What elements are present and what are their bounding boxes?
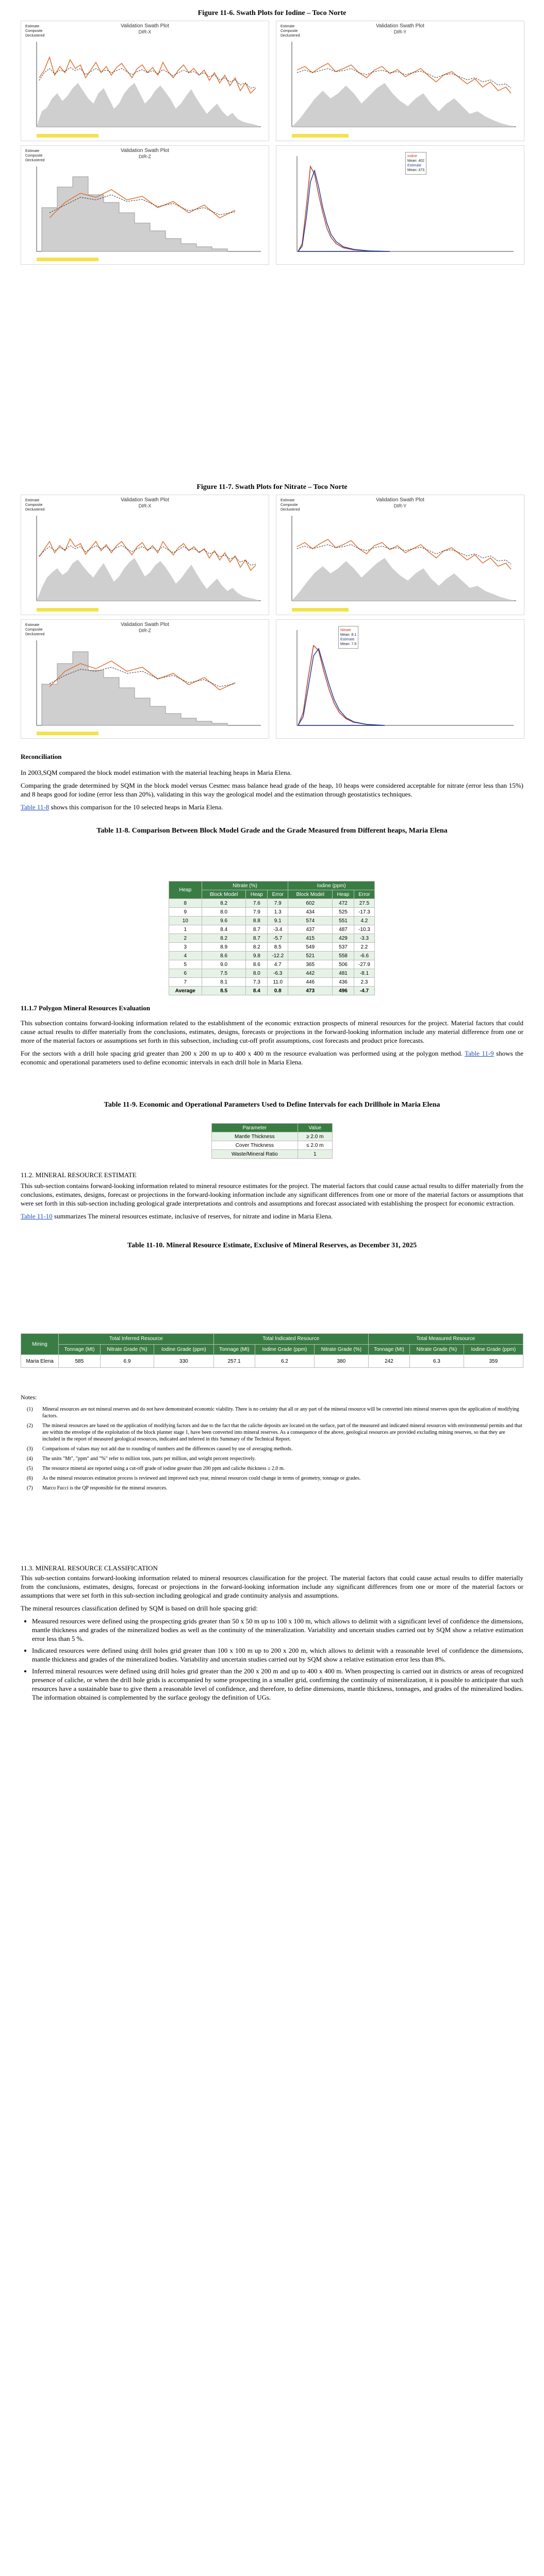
note-text: Comparisons of values may not add due to rounding of numbers and the differences caused by use of averaging methods. — [42, 1446, 293, 1452]
table-cell: 7.3 — [246, 978, 268, 987]
column-header: Nitrate Grade (%) — [100, 1344, 154, 1355]
table-cell: 1 — [169, 925, 202, 934]
table-title: Table 11-10. Mineral Resource Estimate, Exclusive of Mineral Reserves, as December 31, 2025 — [127, 1242, 417, 1249]
note-item — [27, 1406, 523, 1419]
table-cell: 257.1 — [213, 1355, 255, 1368]
table-cell: 7 — [169, 978, 202, 987]
legend-item: Mean: 402 — [407, 159, 425, 163]
table-cell: 2.3 — [354, 978, 374, 987]
legend-item: Declustered — [25, 159, 45, 162]
table-row — [169, 925, 375, 934]
section-heading: Reconciliation — [21, 753, 62, 760]
table-cell: 8.5 — [268, 943, 288, 952]
table-cell: -10.3 — [354, 925, 374, 934]
note-number: (3) — [27, 1446, 33, 1452]
swath-chart — [276, 495, 524, 615]
column-header: Parameter — [212, 1124, 298, 1132]
legend-item: Composite — [281, 29, 298, 33]
table-cell: 415 — [288, 934, 333, 943]
legend-item: Declustered — [281, 34, 300, 38]
paragraph-text: summarizes The mineral resources estimate, inclusive of reserves, for nitrate and iodine in Maria Elena. — [52, 1212, 333, 1220]
table-link[interactable]: Table 11-9 — [465, 1049, 494, 1057]
legend-item: Estimate — [281, 25, 295, 28]
note-text: The resource mineral are reported using a cut-off grade of iodine greater than 200 ppm and caliche thickness ≥ 2.0 m. — [42, 1466, 285, 1471]
table-cell: 6.9 — [100, 1355, 154, 1368]
panel-title: Validation Swath Plot — [121, 148, 169, 154]
column-header: Block Model — [288, 890, 333, 899]
legend-item: Mean: 7.9 — [340, 642, 357, 646]
parameters-table — [211, 1123, 333, 1159]
table-cell: -3.3 — [354, 934, 374, 943]
panel-subtitle: DIR-Y — [393, 29, 407, 35]
column-group-header: Total Inferred Resource — [59, 1334, 213, 1345]
histogram-panel — [276, 145, 524, 265]
paragraph: Comparing the grade determined by SQM in the block model versus Cesmec mass balance head grade of the heap, 10 heaps were considered acceptable for nitrate (error less than 15%) and 8 heaps good for iodine (error less than 20%), validating in this way the geological model and the estimation through geostatistics techniques. — [21, 782, 523, 798]
table-cell: 4.7 — [268, 960, 288, 969]
column-header: Heap — [169, 882, 202, 899]
column-header: Nitrate Grade (%) — [410, 1344, 464, 1355]
note-number: (2) — [27, 1423, 33, 1429]
table-cell: 8.6 — [202, 952, 246, 960]
table-cell: 2 — [169, 934, 202, 943]
column-header: Iodine Grade (ppm) — [464, 1344, 523, 1355]
legend-item: Estimate — [25, 499, 40, 502]
paragraph-text: shows this comparison for the 10 selected heaps in María Elena. — [49, 803, 223, 811]
table-cell: 506 — [333, 960, 354, 969]
table-cell: 8.8 — [246, 917, 268, 925]
table-cell: 585 — [59, 1355, 100, 1368]
table-notes — [21, 1394, 523, 1495]
swath-chart — [21, 21, 269, 141]
column-header: Nitrate Grade (%) — [315, 1344, 369, 1355]
table-cell: 9 — [169, 908, 202, 917]
table-cell: 7.5 — [202, 969, 246, 978]
highlight-bar — [37, 134, 98, 138]
table-cell: 0.8 — [268, 987, 288, 995]
note-text: The units "Mt", "ppm" and "%" refer to million tons, parts per million, and weight percent respectively. — [42, 1456, 256, 1462]
table-cell: -8.1 — [354, 969, 374, 978]
table-row — [169, 908, 375, 917]
table-cell: Waste/Mineral Ratio — [212, 1150, 298, 1159]
table-cell: 1 — [298, 1150, 332, 1159]
table-cell: 437 — [288, 925, 333, 934]
highlight-bar — [37, 732, 98, 735]
table-cell: 525 — [333, 908, 354, 917]
reconciliation-section — [21, 752, 523, 816]
note-item — [27, 1446, 523, 1452]
table-cell: 436 — [333, 978, 354, 987]
table-row — [169, 978, 375, 987]
column-header: Mining — [21, 1334, 59, 1355]
legend-item: Estimate — [281, 499, 295, 502]
table-cell: 1.3 — [268, 908, 288, 917]
legend-item: Composite — [25, 29, 43, 33]
paragraph: This subsection contains forward-looking information related to the establishment of the economic extraction prospects of mineral resources for the project. Material factors that could cause actual results to differ materially from the conclusions, estimates, designs, forecasts or projections in the forward-looking information include any material difference from one or more of the material factors or assumptions set forth in this subsection, including cut-off profit assumptions, cost forecasts and product price forecasts. — [21, 1019, 523, 1044]
panel-subtitle: DIR-Z — [139, 628, 151, 633]
table-cell: -3.4 — [268, 925, 288, 934]
table-cell: ≥ 2.0 m — [298, 1132, 332, 1141]
mineral-resource-table — [21, 1333, 523, 1368]
polygon-evaluation-section — [21, 1004, 523, 1071]
table-cell: 9.6 — [202, 917, 246, 925]
legend-item: Mean: 473 — [407, 168, 425, 172]
list-item: • Inferred mineral resources were defined using drill holes grid greater than the 200 x 200 m and up to 400 x 400 m. When prospecting is carried out in districts or areas of recognized presence of caliche, or when the drill hole grids is accompanied by some prospecting in a smaller grid, confirming the continuity of mineralization, it is possible to anticipate that such resources have a sustainable base to give them a reasonable level of confidence, and therefore, to define dimensions, mantle thickness, tonnages, and grades of the mineralized bodies. The information obtained is complemented by the surface geology the definition of UGs. — [32, 1667, 523, 1702]
section-heading: 11.2. MINERAL RESOURCE ESTIMATE — [21, 1171, 137, 1179]
swath-chart — [21, 620, 269, 738]
legend-item: Estimate — [340, 638, 355, 641]
note-item — [27, 1455, 523, 1462]
legend-item: Estimate — [25, 149, 40, 153]
swath-plot-panel — [21, 145, 269, 265]
table-cell: 473 — [288, 987, 333, 995]
table-cell: Average — [169, 987, 202, 995]
legend-item: Estimate — [407, 164, 422, 167]
table-cell: 434 — [288, 908, 333, 917]
table-cell: 2.2 — [354, 943, 374, 952]
paragraph: In 2003,SQM compared the block model estimation with the material leaching heaps in Maria Elena. — [21, 769, 292, 776]
table-cell: 551 — [333, 917, 354, 925]
table-row-average — [169, 987, 375, 995]
table-cell: Mantle Thickness — [212, 1132, 298, 1141]
swath-chart — [21, 146, 269, 264]
column-header: Value — [298, 1124, 332, 1132]
resource-classification-section — [21, 1564, 523, 1705]
table-row — [212, 1132, 333, 1141]
table-cell: 442 — [288, 969, 333, 978]
table-cell: 8.4 — [202, 925, 246, 934]
table-cell: 4 — [169, 952, 202, 960]
column-group-header: Iodine (ppm) — [288, 882, 375, 890]
table-cell: ≤ 2.0 m — [298, 1141, 332, 1150]
table-cell: 481 — [333, 969, 354, 978]
table-cell: 521 — [288, 952, 333, 960]
table-cell: 537 — [333, 943, 354, 952]
table-title: Table 11-9. Economic and Operational Parameters Used to Define Intervals for each Drillhole in Maria Elena — [104, 1101, 440, 1109]
table-cell: 496 — [333, 987, 354, 995]
table-cell: -17.3 — [354, 908, 374, 917]
table-cell: 8.2 — [202, 934, 246, 943]
table-cell: 7.9 — [246, 908, 268, 917]
panel-subtitle: DIR-Y — [393, 503, 407, 509]
table-cell: -6.3 — [268, 969, 288, 978]
table-cell: -5.7 — [268, 934, 288, 943]
panel-title: Validation Swath Plot — [121, 23, 169, 29]
list-item: • Measured resources were defined using the prospecting grids greater than 50 x 50 m up to 100 x 100 m, which allows to delimit with a significant level of confidence the dimensions, mantle thickness and grades of the mineralized bodies as well as the continuity of the mineralization. Variability and uncertain studies carried out by SQM show a relative estimation error less than 5 %. — [32, 1617, 523, 1643]
paragraph-text: shows the economic and operational parameters used to define economic intervals in each drill hole in Maria Elena. — [21, 1049, 523, 1066]
table-cell: 8.5 — [202, 987, 246, 995]
table-link[interactable]: Table 11-10 — [21, 1212, 53, 1220]
table-cell: 7.6 — [246, 899, 268, 908]
table-row — [169, 969, 375, 978]
column-header: Tonnage (Mt) — [368, 1344, 409, 1355]
panel-subtitle: DIR-X — [138, 29, 152, 35]
table-cell: 27.5 — [354, 899, 374, 908]
table-cell: 3 — [169, 943, 202, 952]
table-cell: 8.4 — [246, 987, 268, 995]
table-cell: 8.0 — [246, 969, 268, 978]
figure-title: Figure 11-6. Swath Plots for Iodine – Toco Norte — [197, 9, 347, 17]
column-header: Error — [268, 890, 288, 899]
swath-plot-panel — [21, 619, 269, 739]
column-header: Tonnage (Mt) — [59, 1344, 100, 1355]
table-cell: 8 — [169, 899, 202, 908]
table-cell: 8.1 — [202, 978, 246, 987]
table-row — [169, 934, 375, 943]
paragraph: This sub-section contains forward-looking information related to mineral resources classification for the project. The material factors that could cause actual results to differ materially from the conclusions, estimates, designs, forecast or projections in the forward-looking information include any significant differences from one or more of the material factors or assumptions that were set forth in this sub-section including geological and grade continuity analysis and assumptions. — [21, 1574, 523, 1599]
table-cell: 330 — [154, 1355, 213, 1368]
notes-label: Notes: — [21, 1394, 37, 1401]
table-row — [169, 917, 375, 925]
table-cell: 10 — [169, 917, 202, 925]
panel-subtitle: DIR-X — [138, 503, 152, 509]
swath-chart — [21, 495, 269, 615]
note-number: (4) — [27, 1456, 33, 1462]
table-cell: 5 — [169, 960, 202, 969]
table-cell: 549 — [288, 943, 333, 952]
table-cell: 6.3 — [410, 1355, 464, 1368]
paragraph: This sub-section contains forward-looking information related to mineral resource estimates for the project. The material factors that could cause actual results to differ materially from the conclusions, estimates, designs, forecast or projections in the forward-looking information include any significant differences from one or more of the material factors or assumptions that were set forth in this sub-section including geological grade interpretations and controls and assumptions and forecast associated with establishing the prospect for economic extraction. — [21, 1182, 523, 1207]
table-row — [169, 952, 375, 960]
highlight-bar — [292, 134, 349, 138]
resource-estimate-section — [21, 1171, 523, 1225]
paragraph: The mineral resources classification defined by SQM is based on drill hole spacing grid: — [21, 1604, 258, 1612]
legend-item: Iodine — [407, 155, 418, 158]
legend-item: Nitrate — [340, 629, 351, 632]
table-cell: 8.9 — [202, 943, 246, 952]
table-cell: 4.2 — [354, 917, 374, 925]
table-cell: -27.9 — [354, 960, 374, 969]
table-cell: 8.0 — [202, 908, 246, 917]
note-text: Marco Fucci is the QP responsible for the mineral resources. — [42, 1485, 168, 1491]
paragraph — [21, 1049, 523, 1066]
table-cell: 7.9 — [268, 899, 288, 908]
swath-plot-panel — [276, 21, 524, 141]
note-number: (7) — [27, 1485, 33, 1491]
table-link[interactable]: Table 11-8 — [21, 803, 50, 811]
legend-item: Estimate — [25, 25, 40, 28]
table-cell: 487 — [333, 925, 354, 934]
panel-title: Validation Swath Plot — [121, 497, 169, 503]
legend-item: Declustered — [25, 34, 45, 38]
table-row — [212, 1150, 333, 1159]
table-cell: 9.8 — [246, 952, 268, 960]
legend-item: Estimate — [25, 623, 40, 627]
column-header: Iodine Grade (ppm) — [154, 1344, 213, 1355]
column-header: Iodine Grade (ppm) — [255, 1344, 314, 1355]
note-text: Mineral resources are not mineral reserves and do not have demonstrated economic viability. There is no certainty that all or any part of the mineral resource will be converted into mineral reserves upon the application of modifying factors. — [42, 1406, 519, 1419]
table-cell: 8.2 — [202, 899, 246, 908]
note-item — [27, 1475, 523, 1482]
column-group-header: Total Measured Resource — [368, 1334, 523, 1345]
table-cell: 6.2 — [255, 1355, 314, 1368]
table-cell: -4.7 — [354, 987, 374, 995]
table-cell: 472 — [333, 899, 354, 908]
table-cell: 11.0 — [268, 978, 288, 987]
table-cell: -6.6 — [354, 952, 374, 960]
table-row — [21, 1355, 523, 1368]
highlight-bar — [292, 608, 349, 612]
table-cell: 574 — [288, 917, 333, 925]
table-cell: 8.7 — [246, 934, 268, 943]
legend-item: Declustered — [25, 633, 45, 636]
paragraph-text: For the sectors with a drill hole spacing grid greater than 200 x 200 m up to 400 x 400 m the resource evaluation was performed using at the polygon method. — [21, 1049, 465, 1057]
table-cell: 602 — [288, 899, 333, 908]
histogram-chart — [276, 620, 524, 738]
section-heading: 11.3. MINERAL RESOURCE CLASSIFICATION — [21, 1564, 158, 1572]
column-header: Block Model — [202, 890, 246, 899]
table-row — [169, 960, 375, 969]
histogram-panel — [276, 619, 524, 739]
table-title: Table 11-8. Comparison Between Block Model Grade and the Grade Measured from Different heaps, Maria Elena — [96, 827, 448, 835]
table-row — [169, 943, 375, 952]
paragraph — [21, 1212, 523, 1221]
column-header: Error — [354, 890, 374, 899]
panel-title: Validation Swath Plot — [376, 23, 424, 29]
table-cell: 365 — [288, 960, 333, 969]
table-cell: 446 — [288, 978, 333, 987]
heap-comparison-table — [169, 881, 375, 995]
column-header: Tonnage (Mt) — [213, 1344, 255, 1355]
table-cell: 242 — [368, 1355, 409, 1368]
legend-item: Composite — [25, 503, 43, 507]
table-cell: 8.2 — [246, 943, 268, 952]
legend-item: Declustered — [25, 508, 45, 512]
legend-item: Composite — [281, 503, 298, 507]
table-cell: 429 — [333, 934, 354, 943]
table-cell: 558 — [333, 952, 354, 960]
paragraph — [21, 803, 523, 811]
table-cell: Maria Elena — [21, 1355, 59, 1368]
figure-title: Figure 11-7. Swath Plots for Nitrate – Toco Norte — [196, 483, 348, 491]
highlight-bar — [37, 258, 98, 261]
histogram-chart — [276, 146, 524, 264]
note-number: (1) — [27, 1406, 33, 1412]
panel-title: Validation Swath Plot — [121, 622, 169, 628]
table-cell: 9.0 — [202, 960, 246, 969]
table-cell: 8.6 — [246, 960, 268, 969]
swath-plot-panel — [21, 495, 269, 615]
note-number: (5) — [27, 1466, 33, 1471]
classification-list — [21, 1617, 523, 1702]
column-header: Heap — [246, 890, 268, 899]
note-text: As the mineral resources estimation process is reviewed and improved each year, mineral resources could change in terms of geometry, tonnage or grades. — [42, 1476, 361, 1481]
column-header: Heap — [333, 890, 354, 899]
list-item: • Indicated resources were defined using drill holes grid greater than 100 x 100 m up to 200 x 200 m, which allows to delimit with a reasonable level of confidence the dimensions, mantle thickness and grades of the mineralized bodies. Variability and uncertain studies carried out by SQM show a relative estimation error less than 8%. — [32, 1646, 523, 1664]
table-cell: 6 — [169, 969, 202, 978]
note-item — [27, 1485, 523, 1492]
table-cell: 380 — [315, 1355, 369, 1368]
highlight-bar — [37, 608, 98, 612]
table-cell: 8.7 — [246, 925, 268, 934]
column-group-header: Total Indicated Resource — [213, 1334, 368, 1345]
table-cell: -12.2 — [268, 952, 288, 960]
table-cell: 359 — [464, 1355, 523, 1368]
note-number: (6) — [27, 1476, 33, 1481]
legend-item: Composite — [25, 154, 43, 158]
table-cell: 9.1 — [268, 917, 288, 925]
table-cell: Cover Thickness — [212, 1141, 298, 1150]
section-heading: 11.1.7 Polygon Mineral Resources Evaluation — [21, 1004, 151, 1012]
column-group-header: Nitrate (%) — [202, 882, 288, 890]
panel-title: Validation Swath Plot — [376, 497, 424, 503]
table-row — [169, 899, 375, 908]
legend-item: Composite — [25, 628, 43, 632]
swath-chart — [276, 21, 524, 141]
swath-plot-panel — [276, 495, 524, 615]
panel-subtitle: DIR-Z — [139, 154, 151, 159]
legend-item: Declustered — [281, 508, 300, 512]
legend-item: Mean: 8.1 — [340, 633, 357, 637]
note-text: The mineral resources are based on the application of modifying factors and due to the fact that the caliche deposits are located on the surface, part of the measured and indicated mineral resources with environmental permits and that are within the envelope of the exploitation of the block planner stage 1, have been converted into mineral reserves. As a consequence of the above, geological resources are provided excluding mining reserves, so that they are included in the report of measured geological resources, indicated and inferred in this Summary of the Technical Report. — [42, 1423, 522, 1442]
table-row — [212, 1141, 333, 1150]
note-item — [27, 1465, 523, 1472]
swath-plot-panel — [21, 21, 269, 141]
note-item — [27, 1422, 523, 1443]
